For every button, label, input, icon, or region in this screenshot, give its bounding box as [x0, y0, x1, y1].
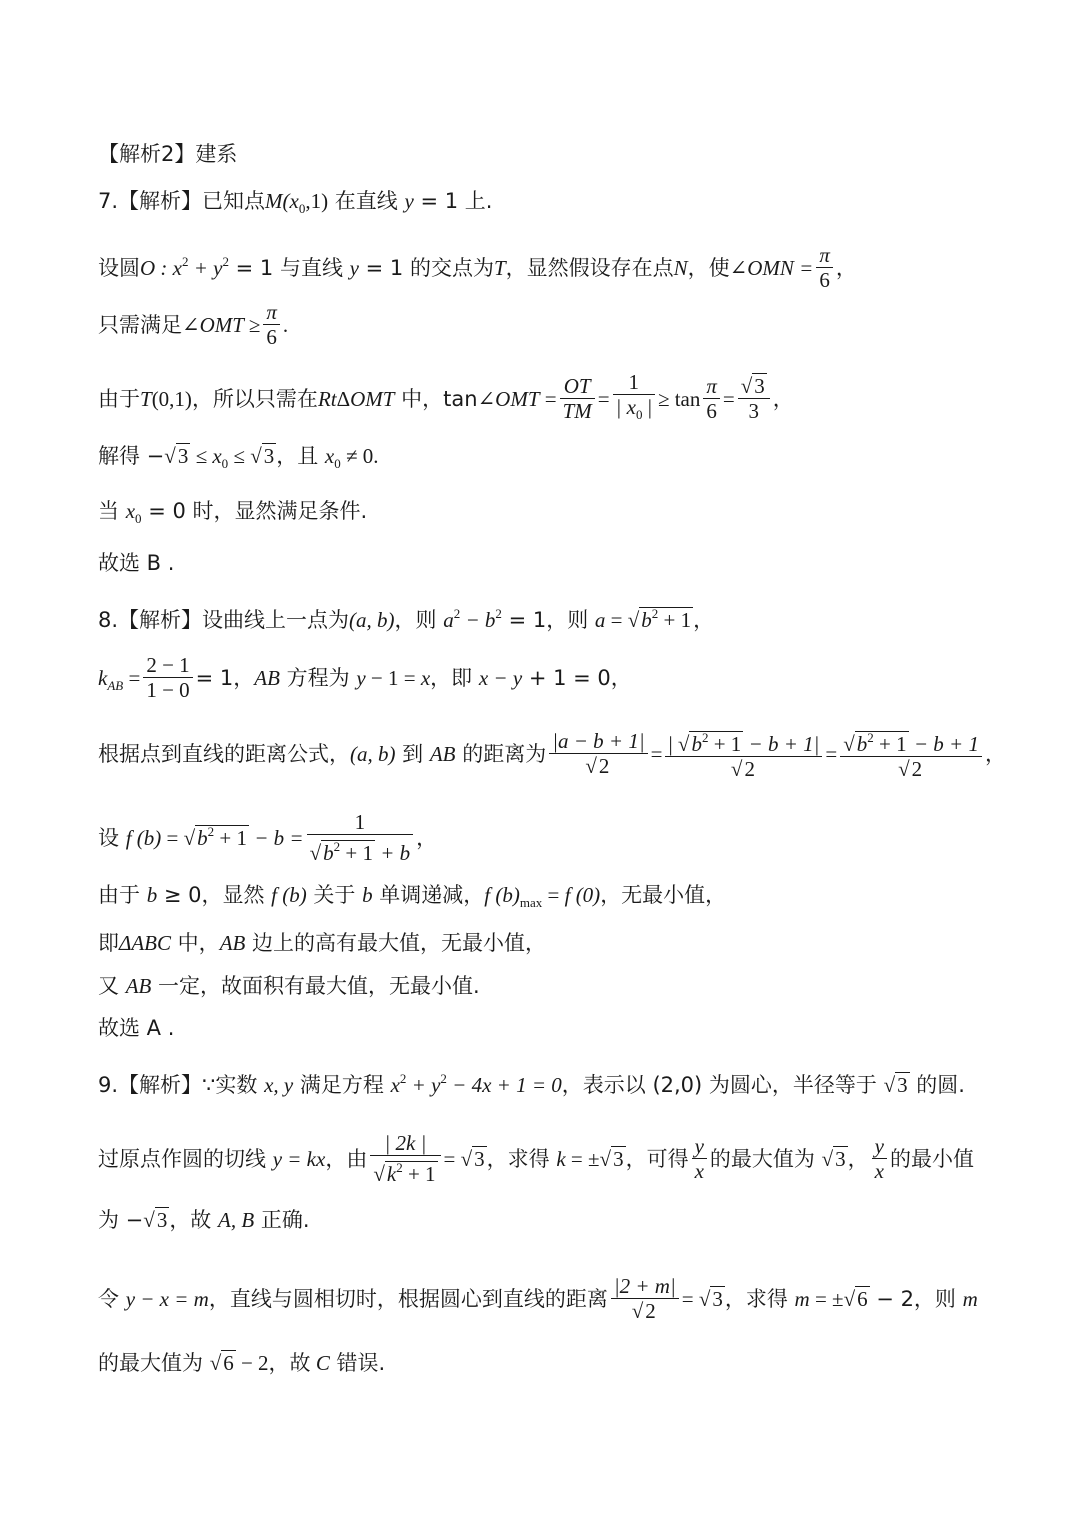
numerator: 1 [613, 370, 655, 395]
text: ，由 [325, 1147, 368, 1171]
fraction [665, 726, 822, 781]
math: − b + 1| [743, 732, 820, 756]
q9-line-4 [98, 1276, 1020, 1325]
math: $√b^2 + 1$ [183, 824, 247, 850]
math: $√b^2 + 1$ [843, 730, 907, 756]
numerator: | 2k | [370, 1131, 440, 1156]
math: | [668, 732, 678, 756]
section-heading: 【解析2】建系 [98, 142, 238, 166]
text: ，求得 [486, 1147, 557, 1171]
text: 中， [171, 931, 220, 955]
text: ，则 [394, 608, 444, 632]
math: ∠OMT ≥ [182, 313, 261, 337]
math: Δ [336, 387, 351, 411]
numerator: 1 [307, 810, 414, 835]
q9-line-2 [98, 1133, 1020, 1188]
subscript: 0 [221, 456, 229, 471]
text: ， [772, 387, 794, 411]
math: x [420, 666, 431, 690]
math: ≤ [228, 444, 251, 468]
subscript: AB [107, 678, 124, 693]
text: ，且 [276, 444, 325, 468]
fraction [692, 1134, 707, 1183]
text: 边上的高有最大值，无最小值， [245, 931, 547, 955]
math: + 1 [340, 841, 373, 865]
text: 的距离为 [455, 742, 547, 766]
q7-intro-text: 7.【解析】已知点 [98, 189, 266, 213]
math: √6 [843, 1287, 868, 1311]
numerator: |a − b + 1| [549, 729, 647, 754]
radicand: 3 [474, 1147, 485, 1171]
math: ∠OMN = [729, 256, 814, 280]
math: = [161, 826, 184, 850]
superscript: 2 [495, 606, 502, 621]
radicand: 3 [263, 444, 275, 468]
text: ，求得 [724, 1287, 795, 1311]
radicand: 3 [897, 1073, 908, 1097]
text: ， [984, 742, 1006, 766]
math: y [349, 256, 359, 280]
math: OMT [350, 387, 395, 411]
text: ，无最小值， [600, 883, 727, 907]
denominator: 6 [266, 325, 277, 349]
text: 设 [98, 826, 126, 850]
radicand: 6 [223, 1351, 234, 1375]
text: 到 [395, 742, 430, 766]
math: T [140, 387, 152, 411]
math: − 2，故 [235, 1351, 316, 1375]
subscript: max [519, 895, 543, 910]
fraction [143, 653, 192, 702]
q8-line-3 [98, 728, 1020, 783]
text: 为 − [98, 1208, 144, 1232]
q9-line-5 [98, 1350, 1020, 1376]
text: 由于 [98, 387, 140, 411]
math: x [125, 499, 136, 523]
denominator: 1 − 0 [146, 678, 190, 702]
math: = [650, 742, 663, 766]
text: 又 [98, 974, 126, 998]
math: √3 [821, 1147, 846, 1171]
text: = 1， [195, 666, 255, 690]
fraction [549, 729, 647, 778]
text: 的圆. [909, 1073, 965, 1097]
math: f (b) [125, 826, 162, 850]
radicand [385, 1161, 438, 1186]
math: AB [125, 974, 152, 998]
text: 满足方程 [293, 1073, 391, 1097]
text: 设圆 [98, 256, 140, 280]
text: 中，tan [394, 387, 478, 411]
q7-line-1 [98, 188, 1020, 222]
superscript: 2 [701, 730, 709, 745]
math: = [597, 387, 610, 411]
text: . [282, 313, 289, 337]
text: ，故 [169, 1208, 218, 1232]
text: ， [693, 608, 715, 632]
math: AB [219, 931, 246, 955]
math: m [962, 1287, 978, 1311]
math: − b = [248, 826, 304, 850]
q8-line-6 [98, 930, 1020, 956]
q7-line-6 [98, 498, 1020, 532]
var-y: y [404, 189, 414, 213]
text: 关于 [306, 883, 363, 907]
subscript: 0 [635, 407, 643, 422]
superscript: 2 [651, 606, 659, 621]
text: − 2，则 [869, 1287, 963, 1311]
math: b [323, 841, 334, 865]
text: ，显然假设存在点 [505, 256, 674, 280]
radicand: 3 [156, 1208, 168, 1232]
text: = 1，则 [501, 608, 595, 632]
text: = 0 时，显然满足条件. [141, 499, 368, 523]
math: ≥ tan [657, 387, 701, 411]
math: a [594, 608, 606, 632]
math: k [556, 1147, 566, 1171]
q8-line-5 [98, 882, 1020, 916]
coord-open: (x [282, 189, 299, 213]
point-m: M [265, 189, 283, 213]
math: = [681, 1287, 699, 1311]
coord-close: ,1) [305, 189, 329, 213]
superscript: 2 [181, 254, 189, 269]
math: + b [374, 841, 411, 865]
math: = [605, 608, 628, 632]
radicand: 3 [712, 1287, 723, 1311]
denominator: x [694, 1159, 704, 1183]
text: 解得 − [98, 444, 165, 468]
subscript: 0 [135, 511, 142, 526]
q8-answer: 故选 A . [98, 1016, 175, 1040]
fraction [370, 1131, 440, 1186]
math: AB [429, 742, 456, 766]
q8-line-1 [98, 601, 1020, 633]
math: ΔABC [119, 931, 171, 955]
math: f (b) [271, 883, 307, 907]
math: ≠ 0. [340, 444, 379, 468]
subscript: 0 [334, 456, 341, 471]
fraction [263, 300, 280, 349]
q7-line-2 [98, 245, 1020, 294]
radicand: 6 [857, 1287, 868, 1311]
numerator: y [872, 1134, 887, 1159]
numerator [665, 726, 822, 757]
math: f (0) [564, 883, 601, 907]
math: k [98, 666, 108, 690]
numerator: |2 + m| [611, 1274, 679, 1299]
denominator [307, 835, 414, 865]
math: = [542, 883, 565, 907]
math: y = kx [272, 1147, 326, 1171]
denominator: √2 [730, 757, 755, 781]
math: = ± [565, 1147, 600, 1171]
text: = 1 上. [413, 189, 493, 213]
radicand [195, 825, 249, 850]
math: b [362, 883, 373, 907]
math: (0,1) [151, 387, 192, 411]
text: 正确. [254, 1208, 310, 1232]
math: b [146, 883, 158, 907]
fraction [560, 374, 595, 423]
math: N [673, 256, 688, 280]
text: 根据点到直线的距离公式， [98, 742, 350, 766]
denominator: √2 [631, 1299, 656, 1323]
math: m [794, 1287, 810, 1311]
math: √3 [460, 1147, 485, 1171]
math: ≤ x [190, 444, 222, 468]
q8-line-4 [98, 812, 1020, 867]
text: 由于 [98, 883, 147, 907]
text: 的最小值 [889, 1147, 974, 1171]
numerator [840, 726, 982, 757]
math: − 1 = [365, 666, 421, 690]
denominator: 6 [706, 399, 717, 423]
math: O : x [140, 256, 182, 280]
numerator: π [816, 243, 833, 268]
text: 在直线 [328, 189, 405, 213]
superscript: 2 [333, 839, 341, 854]
math: + 1 [658, 608, 692, 632]
math: √3 [883, 1073, 908, 1097]
fraction [611, 1274, 679, 1323]
math: √3 [698, 1287, 723, 1311]
math: $√b^2 + 1$ [627, 606, 692, 632]
math: = [123, 666, 141, 690]
math: ∠OMT [477, 387, 540, 411]
math: (a, b) [350, 742, 396, 766]
math: + 1 [214, 826, 247, 850]
radicand: 3 [177, 444, 189, 468]
q9-line-1 [98, 1066, 1020, 1098]
superscript: 2 [207, 824, 215, 839]
math: y − x = m [125, 1287, 209, 1311]
math: b [197, 826, 208, 850]
math: √6 [209, 1351, 234, 1375]
text: = 1 与直线 [228, 256, 350, 280]
denominator: √2 [898, 757, 923, 781]
radicand: 3 [754, 374, 765, 398]
fraction [872, 1134, 887, 1183]
denominator: x [874, 1159, 884, 1183]
superscript: 2 [399, 1071, 407, 1086]
q7-line-4 [98, 372, 1020, 429]
text: ，表示以 (2,0) 为圆心，半径等于 [561, 1073, 884, 1097]
fraction [840, 726, 982, 781]
text: ，直线与圆相切时，根据圆心到直线的距离 [208, 1287, 608, 1311]
math: k [386, 1162, 397, 1186]
text: + 1 = 0， [522, 666, 632, 690]
math: √3 [599, 1147, 624, 1171]
text: 过原点作圆的切线 [98, 1147, 273, 1171]
numerator: 2 − 1 [143, 653, 192, 678]
numerator: OT [560, 374, 595, 399]
text: 当 [98, 499, 126, 523]
math: T [493, 256, 506, 280]
math: + y [188, 256, 223, 280]
text: ≥ 0，显然 [157, 883, 272, 907]
math: x [390, 1073, 400, 1097]
text: 的最大值为 [98, 1351, 210, 1375]
radicand: 2 [744, 757, 755, 781]
text: 令 [98, 1287, 126, 1311]
math: AB [254, 666, 280, 690]
math: Rt [317, 387, 337, 411]
numerator: y [692, 1134, 707, 1159]
math: $√b^2 + 1$ [677, 730, 742, 756]
text: ， [416, 826, 438, 850]
text: ， [835, 256, 857, 280]
radicand [639, 607, 693, 632]
math: | [642, 395, 652, 419]
q9-line-3 [98, 1207, 1020, 1233]
math: = ± [809, 1287, 844, 1311]
fraction [703, 374, 720, 423]
math: y [356, 666, 366, 690]
subscript: 0 [298, 201, 306, 216]
fraction [816, 243, 833, 292]
denominator: 3 [748, 399, 760, 423]
text: = 1 的交点为 [358, 256, 494, 280]
superscript: 2 [440, 1071, 447, 1086]
text: ，即 [430, 666, 479, 690]
fraction [738, 374, 770, 423]
math: A, B [218, 1208, 255, 1232]
math: = [825, 742, 838, 766]
text: ， [847, 1147, 869, 1171]
fraction [613, 370, 655, 427]
radicand: 2 [911, 757, 923, 781]
math: $√b^2 + 1$ [309, 839, 373, 865]
math: − b [460, 608, 496, 632]
math: b [691, 732, 702, 756]
radicand: 2 [598, 754, 610, 778]
radicand: 2 [645, 1299, 656, 1323]
denominator: 6 [819, 268, 830, 292]
superscript: 2 [222, 254, 229, 269]
text: 错误. [329, 1351, 386, 1375]
text: ，所以只需在 [191, 387, 318, 411]
math: + 1 [402, 1162, 436, 1186]
numerator: π [703, 374, 720, 399]
radicand [321, 840, 375, 865]
radicand [855, 731, 909, 756]
q8-line-7 [98, 973, 1020, 999]
text: 9.【解析】∵实数 [98, 1073, 265, 1097]
math: + 1 [873, 732, 907, 756]
math: + y [406, 1073, 441, 1097]
math: x, y [264, 1073, 294, 1097]
denominator [613, 395, 655, 427]
denominator: √2 [585, 754, 610, 778]
text: 只需满足 [98, 313, 182, 337]
math: − 4x + 1 = 0 [446, 1073, 562, 1097]
math: (a, b) [349, 608, 395, 632]
math: f (b) [484, 883, 520, 907]
text: ，可得 [625, 1147, 689, 1171]
text: ，使 [687, 256, 730, 280]
text: 方程为 [279, 666, 357, 690]
text: 的最大值为 [709, 1147, 822, 1171]
numerator: π [263, 300, 280, 325]
numerator: √3 [738, 374, 770, 399]
q7-answer: 故选 B . [98, 551, 175, 575]
superscript: 2 [396, 1160, 403, 1175]
math: = [443, 1147, 461, 1171]
text: 一定，故面积有最大值，无最小值. [151, 974, 480, 998]
math: x [324, 444, 335, 468]
superscript: 2 [453, 606, 461, 621]
radicand: 3 [613, 1147, 624, 1171]
text: 8.【解析】设曲线上一点为 [98, 608, 350, 632]
q7-line-3 [98, 302, 1020, 351]
q7-line-5 [98, 443, 1020, 477]
math: x − y [478, 666, 523, 690]
math: b [641, 608, 652, 632]
fraction [307, 810, 414, 865]
math: = [539, 387, 557, 411]
math: √3 [164, 444, 189, 468]
math: − b + 1 [908, 732, 979, 756]
denominator: $√k^2 + 1$ [373, 1160, 436, 1186]
radicand [689, 731, 743, 756]
text: 即 [98, 931, 119, 955]
math: | x [615, 395, 636, 419]
q8-line-2 [98, 655, 1020, 704]
math: √3 [250, 444, 275, 468]
math: a [443, 608, 454, 632]
superscript: 2 [867, 730, 874, 745]
radicand: 3 [835, 1147, 846, 1171]
math: + 1 [708, 732, 742, 756]
math: √3 [143, 1208, 168, 1232]
denominator: TM [562, 399, 592, 423]
text: 单调递减， [372, 883, 485, 907]
math: b [856, 732, 868, 756]
math: C [315, 1351, 330, 1375]
math: = [722, 387, 735, 411]
